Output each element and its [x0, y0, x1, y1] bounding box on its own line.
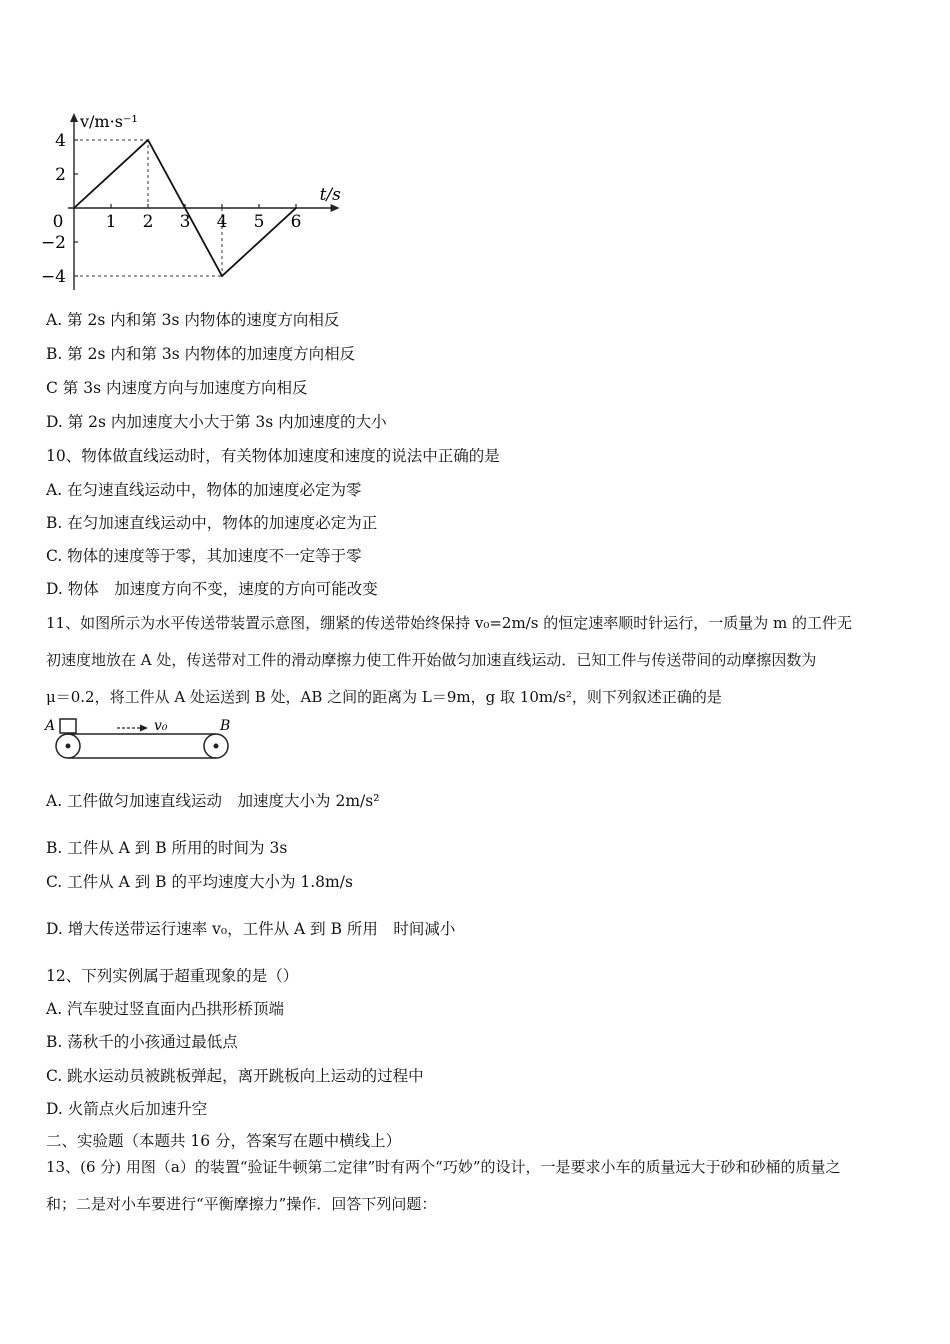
x-tick-label: 4: [216, 212, 228, 232]
q11-stem-line-2: 初速度地放在 A 处，传送带对工件的滑动摩擦力使工件开始做匀加速直线运动．已知工件与传送带间的动摩擦因数为: [46, 651, 817, 669]
x-axis-label: t/s: [319, 185, 341, 205]
q10-option-d: D. 物体 加速度方向不变，速度的方向可能改变: [46, 580, 378, 598]
q12-option-d: D. 火箭点火后加速升空: [46, 1100, 208, 1118]
q11-option-b: B. 工件从 A 到 B 所用的时间为 3s: [46, 839, 288, 857]
q12-option-b: B. 荡秋千的小孩通过最低点: [46, 1033, 238, 1051]
y-tick-label: 4: [55, 131, 66, 151]
workpiece: [60, 719, 76, 733]
q12-option-c: C. 跳水运动员被跳板弹起，离开跳板向上运动的过程中: [46, 1067, 424, 1085]
y-tick-label: −2: [40, 233, 66, 253]
x-tick-label: 2: [142, 212, 154, 232]
conveyor-belt-diagram: [44, 714, 244, 764]
q11-option-a: A. 工件做匀加速直线运动 加速度大小为 2m/s²: [46, 792, 380, 810]
roller-left-axle: [66, 744, 71, 749]
origin-label: 0: [52, 212, 64, 232]
q9-option-b: B. 第 2s 内和第 3s 内物体的加速度方向相反: [46, 345, 356, 363]
q11-option-c: C. 工件从 A 到 B 的平均速度大小为 1.8m/s: [46, 873, 353, 891]
y-axis-label: v/m·s⁻¹: [80, 112, 138, 131]
q11-stem-line-1: 11、如图所示为水平传送带装置示意图，绷紧的传送带始终保持 v₀=2m/s 的恒定速率顺时针运行，一质量为 m 的工件无: [46, 614, 852, 632]
y-tick-label: −4: [40, 267, 66, 287]
q12-option-a: A. 汽车驶过竖直面内凸拱形桥顶端: [46, 1000, 285, 1018]
x-tick-label: 1: [105, 212, 117, 232]
q9-option-d: D. 第 2s 内加速度大小大于第 3s 内加速度的大小: [46, 413, 387, 431]
q11-option-d: D. 增大传送带运行速率 v₀，工件从 A 到 B 所用 时间减小: [46, 920, 456, 938]
section-2-heading: 二、实验题（本题共 16 分，答案写在题中横线上）: [46, 1132, 402, 1150]
series-point: [295, 207, 297, 209]
q13-stem-line-2: 和；二是对小车要进行“平衡摩擦力”操作．回答下列问题：: [46, 1195, 437, 1213]
roller-right-axle: [214, 744, 219, 749]
q13-stem-line-1: 13、(6 分) 用图（a）的装置“验证牛顿第二定律”时有两个“巧妙”的设计，一是要求小车的质量远大于砂和砂桶的质量之: [46, 1158, 841, 1176]
x-tick-label: 6: [290, 212, 302, 232]
q10-option-c: C. 物体的速度等于零，其加速度不一定等于零: [46, 547, 362, 565]
x-tick-label: 5: [253, 212, 265, 232]
x-axis-arrow: [331, 204, 340, 212]
q9-option-c: C 第 3s 内速度方向与加速度方向相反: [46, 379, 308, 397]
q12-stem: 12、下列实例属于超重现象的是（）: [46, 967, 299, 985]
q9-option-a: A. 第 2s 内和第 3s 内物体的速度方向相反: [46, 311, 340, 329]
series-point: [73, 207, 75, 209]
label-v0: v₀: [154, 718, 168, 734]
q11-stem-line-3: μ＝0.2，将工件从 A 处运送到 B 处，AB 之间的距离为 L＝9m，g 取 10m/s²，则下列叙述正确的是: [46, 688, 722, 706]
label-a: A: [45, 718, 56, 734]
x-tick-label: 3: [179, 212, 191, 232]
q10-option-b: B. 在匀加速直线运动中，物体的加速度必定为正: [46, 514, 378, 532]
y-axis-arrow: [70, 113, 78, 122]
series-point: [221, 275, 223, 277]
series-point: [147, 139, 149, 141]
y-tick-label: 2: [55, 165, 66, 185]
velocity-arrowhead: [140, 725, 148, 732]
label-b: B: [220, 718, 231, 734]
q10-option-a: A. 在匀速直线运动中，物体的加速度必定为零: [46, 481, 362, 499]
vt-graph: [40, 96, 350, 296]
q10-stem: 10、物体做直线运动时，有关物体加速度和速度的说法中正确的是: [46, 447, 500, 465]
